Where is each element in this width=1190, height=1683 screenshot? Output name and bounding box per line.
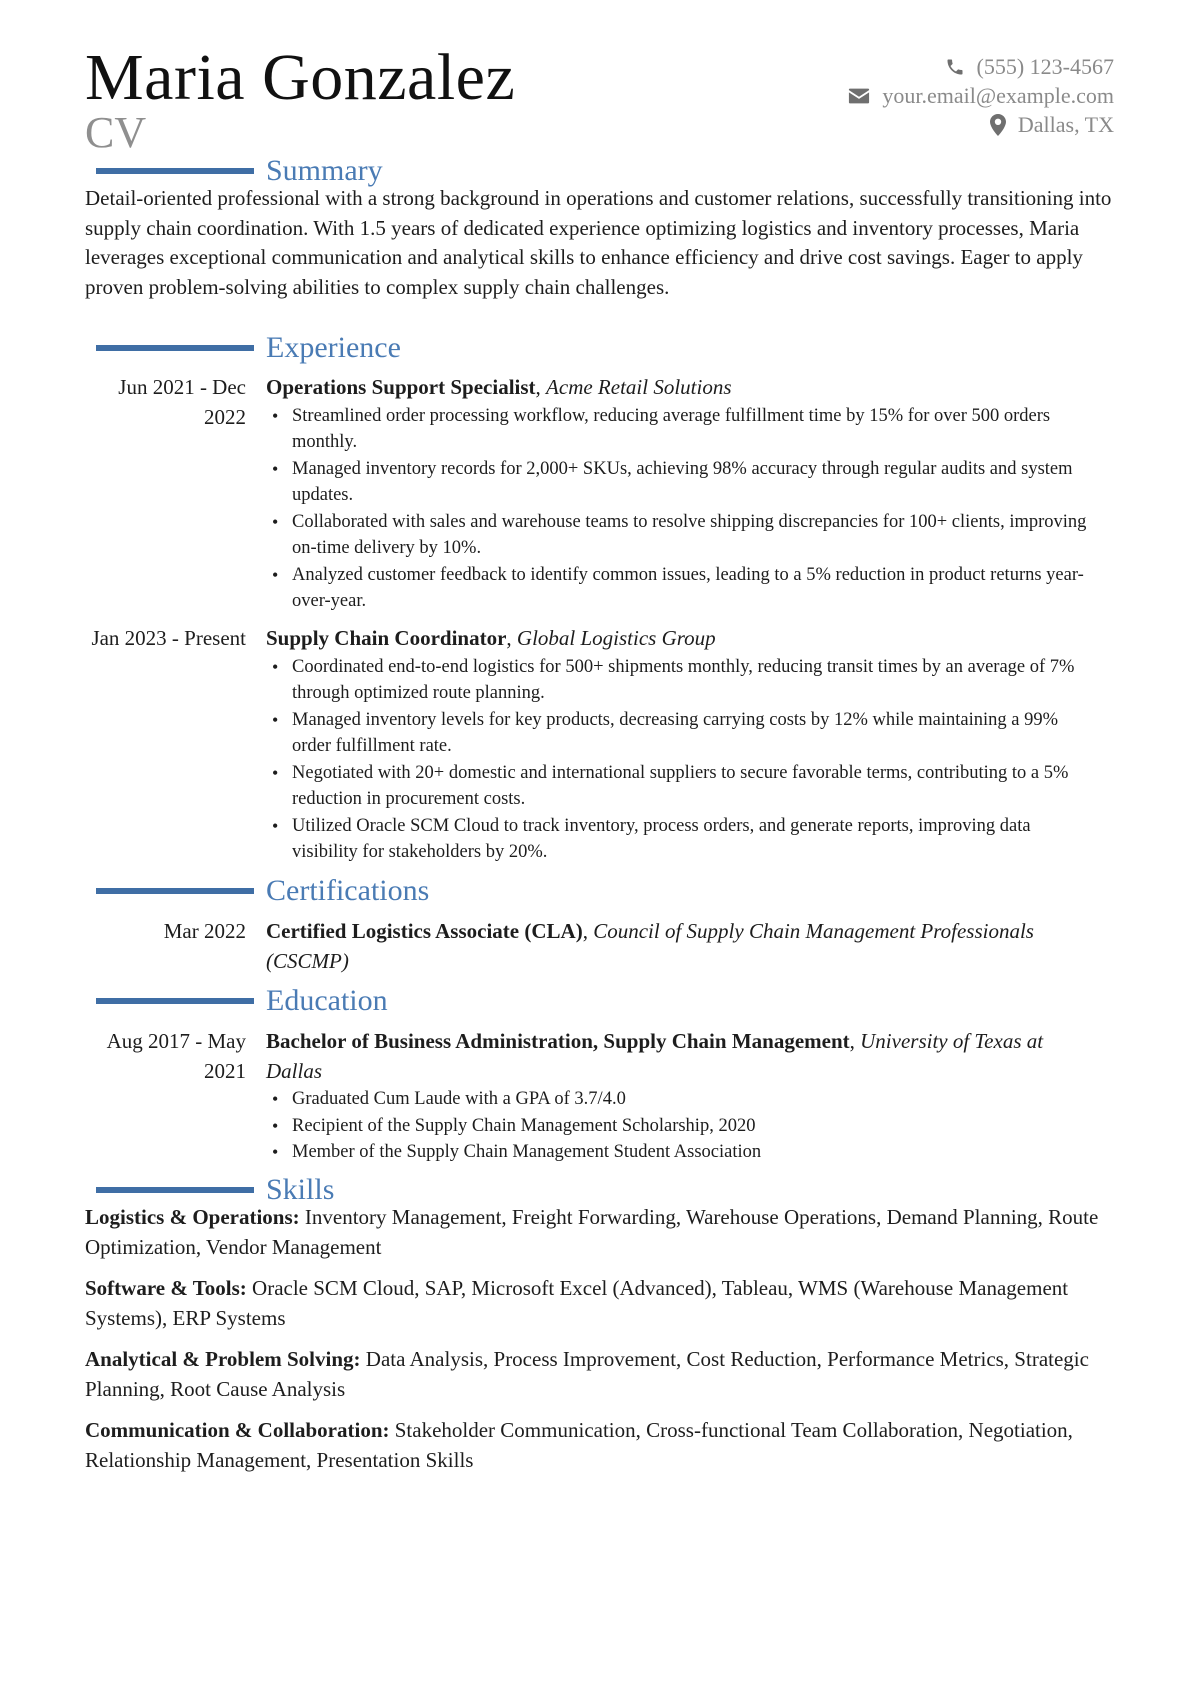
location-text: Dallas, TX <box>1017 111 1114 137</box>
section-accent-bar <box>96 345 254 351</box>
bullet-item: • Graduated Cum Laude with a GPA of 3.7/4.0 <box>266 1086 1096 1113</box>
skill-group-label: Communication & Collaboration: <box>85 1418 390 1442</box>
entry-bullets <box>266 403 1096 615</box>
section-accent-bar <box>96 168 254 174</box>
entry-body <box>266 624 1096 866</box>
envelope-icon <box>848 87 870 105</box>
skill-group-text: Data Analysis, Process Improvement, Cost Reduction, Performance Metrics, Strategic Planning, Root Cause Analysis <box>85 1347 1089 1401</box>
entry-body <box>266 373 1096 615</box>
entry-heading: Supply Chain Coordinator, Global Logistics Group <box>266 626 716 650</box>
skill-group-text: Stakeholder Communication, Cross-functional Team Collaboration, Negotiation, Relationship Management, Presentation Skills <box>85 1418 1073 1472</box>
phone-text: (555) 123-4567 <box>976 53 1114 79</box>
section-education <box>0 983 1190 1019</box>
section-title: Certifications <box>266 874 430 907</box>
certification-name: Certified Logistics Associate (CLA) <box>266 919 583 943</box>
email-text: your.email@example.com <box>882 82 1114 108</box>
bullet-item: • Coordinated end-to-end logistics for 500+ shipments monthly, reducing transit times by an average of 7% through optimized route planning. <box>266 654 1096 707</box>
section-experience <box>0 330 1190 366</box>
entry-bullets <box>266 1086 1096 1166</box>
section-accent-bar <box>96 1187 254 1193</box>
document-subtitle: CV <box>85 108 147 157</box>
bullet-item: • Analyzed customer feedback to identify common issues, leading to a 5% reduction in product returns year-over-year. <box>266 562 1096 615</box>
job-title: Operations Support Specialist <box>266 375 536 399</box>
skill-group-label: Analytical & Problem Solving: <box>85 1347 361 1371</box>
bullet-item: • Member of the Supply Chain Management Student Association <box>266 1139 1096 1166</box>
contact-block <box>848 52 1114 139</box>
entry-date: Aug 2017 - May 2021 <box>106 1029 246 1083</box>
skill-group-text: Oracle SCM Cloud, SAP, Microsoft Excel (Advanced), Tableau, WMS (Warehouse Management Systems), ERP Systems <box>85 1276 1069 1330</box>
contact-phone[interactable] <box>848 52 1114 81</box>
section-accent-bar <box>96 998 254 1004</box>
bullet-item: • Streamlined order processing workflow, reducing average fulfillment time by 15% for over 500 orders monthly. <box>266 403 1096 456</box>
bullet-item: • Collaborated with sales and warehouse teams to resolve shipping discrepancies for 100+ clients, improving on-time delivery by 10%. <box>266 509 1096 562</box>
certifying-body: Council of Supply Chain Management Professionals (CSCMP) <box>266 919 1034 973</box>
skill-group <box>85 1274 1115 1333</box>
phone-icon <box>945 57 965 77</box>
degree: Bachelor of Business Administration, Supply Chain Management <box>266 1029 850 1053</box>
summary-text: Detail-oriented professional with a strong background in operations and customer relations, successfully transitioning into supply chain coordination. With 1.5 years of dedicated experience optimizing logistics and inventory processes, Maria leverages exceptional communication and analytical skills to enhance efficiency and drive cost savings. Eager to apply proven problem-solving abilities to complex supply chain challenges. <box>85 186 1112 299</box>
entry-body <box>266 917 1096 976</box>
section-title: Experience <box>266 331 401 364</box>
entry-heading: Bachelor of Business Administration, Supply Chain Management, University of Texas at Dallas <box>266 1029 1044 1083</box>
entry-bullets <box>266 654 1096 866</box>
contact-location <box>848 110 1114 139</box>
candidate-name: Maria Gonzalez <box>85 41 516 114</box>
skill-group <box>85 1345 1115 1404</box>
section-title: Skills <box>266 1173 335 1206</box>
section-title: Summary <box>266 154 383 187</box>
entry-body <box>266 1027 1096 1166</box>
entry-heading: Operations Support Specialist, Acme Retail Solutions <box>266 375 732 399</box>
skill-group <box>85 1203 1115 1262</box>
section-title: Education <box>266 984 388 1017</box>
employer: Global Logistics Group <box>516 626 716 650</box>
bullet-item: • Managed inventory levels for key products, decreasing carrying costs by 12% while maintaining a 99% order fulfillment rate. <box>266 707 1096 760</box>
entry-date: Jan 2023 - Present <box>91 626 246 650</box>
map-pin-icon <box>990 114 1006 136</box>
skill-group-label: Software & Tools: <box>85 1276 247 1300</box>
entry-date: Jun 2021 - Dec 2022 <box>118 375 246 429</box>
school: University of Texas at Dallas <box>266 1029 1044 1083</box>
section-accent-bar <box>96 888 254 894</box>
bullet-item: • Recipient of the Supply Chain Management Scholarship, 2020 <box>266 1113 1096 1140</box>
contact-email[interactable] <box>848 81 1114 110</box>
bullet-item: • Utilized Oracle SCM Cloud to track inventory, process orders, and generate reports, improving data visibility for stakeholders by 20%. <box>266 813 1096 866</box>
skill-group-text: Inventory Management, Freight Forwarding, Warehouse Operations, Demand Planning, Route Optimization, Vendor Management <box>85 1205 1099 1259</box>
section-certifications <box>0 873 1190 909</box>
entry-date: Mar 2022 <box>163 919 246 943</box>
employer: Acme Retail Solutions <box>546 375 732 399</box>
skill-group-label: Logistics & Operations: <box>85 1205 300 1229</box>
bullet-item: • Managed inventory records for 2,000+ SKUs, achieving 98% accuracy through regular audits and system updates. <box>266 456 1096 509</box>
job-title: Supply Chain Coordinator <box>266 626 507 650</box>
skill-group <box>85 1416 1115 1475</box>
bullet-item: • Negotiated with 20+ domestic and international suppliers to secure favorable terms, contributing to a 5% reduction in procurement costs. <box>266 760 1096 813</box>
entry-heading: Certified Logistics Associate (CLA), Council of Supply Chain Management Professionals (CSCMP) <box>266 919 1034 973</box>
